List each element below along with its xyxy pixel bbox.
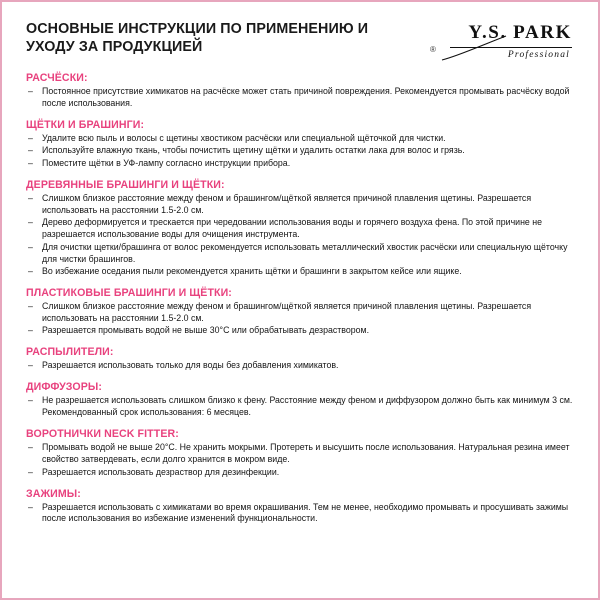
section-neck-fitter (26, 428, 578, 478)
list-item: – Не разрешается использовать слишком близко к фену. Расстояние между феном и диффузором должно быть как минимум 3 см. Рекомендованный срок использования: 6 месяцев. (26, 395, 578, 419)
section-heading: РАСЧЁСКИ: (26, 72, 88, 84)
brand-name: Y.S. PARK (468, 22, 572, 43)
brand-subtitle: Professional (507, 50, 570, 60)
list-item: – Слишком близкое расстояние между феном и брашингом/щёткой является причиной плавления щетины. Разрешается использовать на расстоянии 1.5-2.0 см. (26, 301, 578, 325)
section-clips (26, 488, 578, 526)
list-item: – Промывать водой не выше 20°С. Не хранить мокрыми. Протереть и высушить после использования. Натуральная резина имеет свойство затвердевать, если долго хранится в мокром виде. (26, 442, 578, 466)
list-item: – Во избежание оседания пыли рекомендуется хранить щётки и брашинги в закрытом кейсе или ящике. (26, 266, 578, 278)
section-heading: ВОРОТНИЧКИ NECK FITTER: (26, 428, 179, 441)
section-diffusers (26, 381, 578, 419)
list-item: – Поместите щётки в УФ-лампу согласно инструкции прибора. (26, 158, 578, 170)
list-item: – Удалите всю пыль и волосы с щетины хвостиком расчёски или специальной щёточкой для чистки. (26, 133, 578, 145)
page-title: ОСНОВНЫЕ ИНСТРУКЦИИ ПО ПРИМЕНЕНИЮ И УХОДУ ЗА ПРОДУКЦИЕЙ (26, 21, 369, 56)
list-item: – Разрешается использовать дезраствор для дезинфекции. (26, 467, 578, 479)
section-heading: ДЕРЕВЯННЫЕ БРАШИНГИ И ЩЁТКИ: (26, 178, 225, 191)
section-list (26, 360, 578, 372)
section-plastic-brushes (26, 287, 578, 337)
section-list (26, 193, 578, 278)
section-heading: РАСПЫЛИТЕЛИ: (26, 346, 114, 359)
section-wooden-brushes (26, 179, 578, 278)
section-list (26, 502, 578, 526)
list-item: – Дерево деформируется и трескается при чередовании использования воды и горячего воздуха фена. По этой причине не разрешается использование воды для очищения инструмента. (26, 217, 578, 241)
section-list (26, 395, 578, 419)
list-item: – Разрешается промывать водой не выше 30°С или обрабатывать дезраствором. (26, 325, 578, 337)
card-header (26, 20, 578, 60)
section-brushes (26, 119, 578, 170)
swoosh-icon (440, 36, 514, 62)
list-item: – Постоянное присутствие химикатов на расчёске может стать причиной повреждения. Рекомендуется промывать расчёску водой после использования. (26, 86, 578, 110)
section-list (26, 86, 578, 110)
list-item: – Слишком близкое расстояние между феном и брашингом/щёткой является причиной плавления щетины. Разрешается использовать на расстоянии 1.5-2.0 см. (26, 193, 578, 217)
section-heading: ЩЁТКИ И БРАШИНГИ: (26, 118, 145, 131)
list-item: – Разрешается использовать с химикатами во время окрашивания. Тем не менее, необходимо промывать и просушивать зажимы после использования во избежание изменений функциональности. (26, 502, 578, 526)
list-item: – Разрешается использовать только для воды без добавления химикатов. (26, 360, 578, 372)
section-sprayers (26, 346, 578, 372)
section-list (26, 301, 578, 337)
section-heading: ЗАЖИМЫ: (26, 487, 81, 500)
section-heading: ПЛАСТИКОВЫЕ БРАШИНГИ И ЩЁТКИ: (26, 286, 232, 299)
brand-logo (422, 20, 578, 60)
list-item: – Для очистки щетки/брашинга от волос рекомендуется использовать металлический хвостик расчёски или специальную щёточку для чистки брашингов. (26, 242, 578, 266)
list-item: – Используйте влажную ткань, чтобы почистить щетину щётки и удалить остатки лака для волос и грязь. (26, 145, 578, 157)
section-list (26, 442, 578, 478)
registered-mark-icon: ® (430, 45, 436, 54)
section-combs (26, 72, 578, 110)
section-list (26, 133, 578, 170)
section-heading: ДИФФУЗОРЫ: (26, 381, 102, 394)
